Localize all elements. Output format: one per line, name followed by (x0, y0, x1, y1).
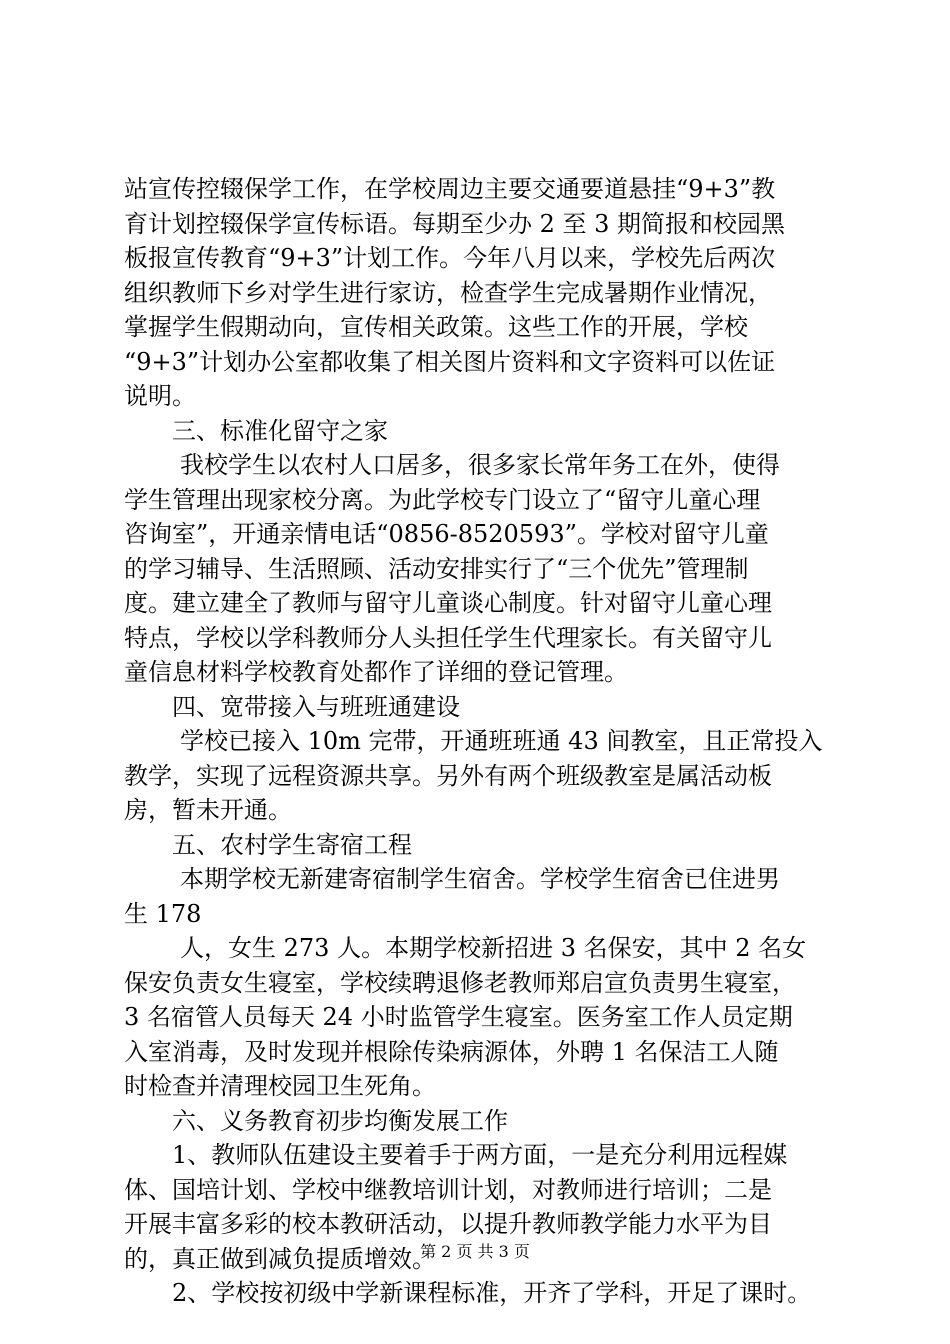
text-line: 的，真正做到减负提质增效。 (124, 1244, 436, 1273)
text-line: 人，女生 273 人。本期学校新招进 3 名保安，其中 2 名女 (180, 934, 807, 962)
text-line: 学校已接入 10m 完带，开通班班通 43 间教室，且正常投入 (180, 727, 823, 755)
text-line: 教学，实现了远程资源共享。另外有两个班级教室是属活动板 (124, 761, 772, 790)
text-line: 房，暂未开通。 (124, 796, 292, 824)
text-line: 3 名宿管人员每天 24 小时监管学生寝室。医务室工作人员定期 (124, 1003, 793, 1031)
text-line: 度。建立建全了教师与留守儿童谈心制度。针对留守儿童心理 (124, 589, 772, 617)
text-line: 咨询室”，开通亲情电话“0856-8520593”。学校对留守儿童 (124, 520, 769, 548)
text-line: 学生管理出现家校分离。为此学校专门设立了“留守儿童心理 (124, 485, 761, 514)
text-line: 我校学生以农村人口居多，很多家长常年务工在外，使得 (180, 451, 780, 479)
text-line: 体、国培计划、学校中继教培训计划，对教师进行培训；二是 (124, 1175, 772, 1204)
text-line: “9+3”计划办公室都收集了相关图片资料和文字资料可以佐证 (124, 347, 776, 376)
text-line: 2、学校按初级中学新课程标准，开齐了学科，开足了课时。 (172, 1279, 812, 1307)
text-line: 三、标准化留守之家 (172, 416, 388, 445)
text-line: 站宣传控辍保学工作，在学校周边主要交通要道悬挂“9+3”教 (124, 175, 776, 203)
text-line: 时检查并清理校园卫生死角。 (124, 1072, 436, 1100)
text-line: 掌握学生假期动向，宣传相关政策。这些工作的开展，学校 (124, 313, 748, 341)
text-line: 童信息材料学校教育处都作了详细的登记管理。 (124, 658, 628, 686)
text-line: 四、宽带接入与班班通建设 (172, 692, 460, 721)
text-line: 组织教师下乡对学生进行家访，检查学生完成暑期作业情况， (124, 278, 772, 307)
text-line: 六、义务教育初步均衡发展工作 (172, 1106, 508, 1135)
text-line: 板报宣传教育“9+3”计划工作。今年八月以来，学校先后两次 (124, 244, 776, 272)
text-line: 本期学校无新建寄宿制学生宿舍。学校学生宿舍已住进男 (180, 865, 780, 893)
text-line: 的学习辅导、生活照顾、活动安排实行了“三个优先”管理制 (124, 554, 749, 583)
text-line: 保安负责女生寝室，学校续聘退修老教师郑启宣负责男生寝室， (124, 968, 796, 997)
text-line: 生 178 (124, 899, 202, 928)
text-line: 说明。 (124, 382, 196, 410)
document-body (124, 172, 844, 1311)
text-line: 五、农村学生寄宿工程 (172, 830, 412, 859)
text-line: 入室消毒，及时发现并根除传染病源体，外聘 1 名保洁工人随 (124, 1037, 779, 1066)
text-line: 开展丰富多彩的校本教研活动，以提升教师教学能力水平为目 (124, 1210, 772, 1238)
text-line: 特点，学校以学科教师分人头担任学生代理家长。有关留守儿 (124, 623, 772, 652)
page-footer: 第 2 页 共 3 页 (420, 1242, 530, 1261)
text-line: 1、教师队伍建设主要着手于两方面，一是充分利用远程媒 (172, 1141, 788, 1169)
text-line: 育计划控辍保学宣传标语。每期至少办 2 至 3 期简报和校园黑 (124, 209, 786, 238)
